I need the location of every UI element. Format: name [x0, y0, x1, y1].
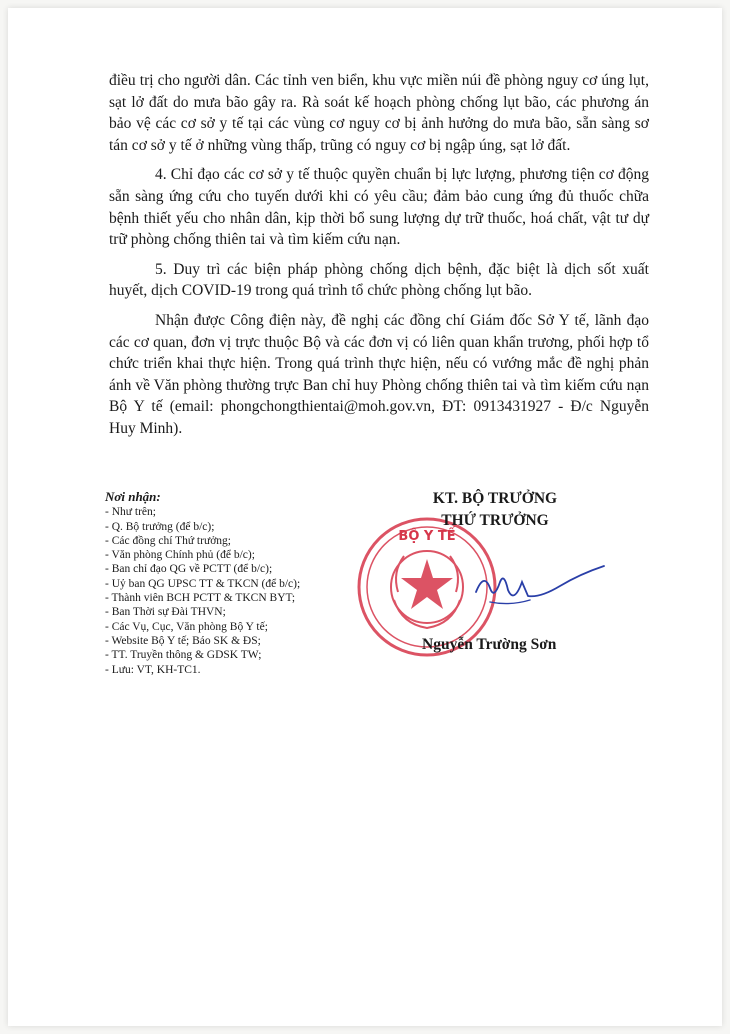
recipient-item: - Q. Bộ trưởng (để b/c); — [105, 520, 215, 533]
signer-title-1: KT. BỘ TRƯỞNG — [432, 490, 558, 507]
recipient-item: - TT. Truyền thông & GDSK TW; — [105, 649, 262, 662]
recipient-item: - Văn phòng Chính phủ (để b/c); — [105, 549, 255, 562]
recipient-item: - Các Vụ, Cục, Văn phòng Bộ Y tế; — [105, 620, 268, 633]
paragraph-continued: điều trị cho người dân. Các tỉnh ven biển, khu vực miền núi đề phòng nguy cơ úng lụt, sạt lở đất do mưa bão gây ra. Rà soát kế hoạch phòng chống lụt bão, các phương án bảo vệ các cơ sở y tế tại các vùng cơ nguy cơ bị ảnh hưởng do mưa bão, sẵn sàng sơ tán cơ sở y tế ở những vùng thấp, trũng có nguy cơ bị ngập úng, sạt lở đất. — [109, 72, 649, 154]
recipient-item: - Thành viên BCH PCTT & TKCN BYT; — [105, 592, 296, 605]
recipient-item: - Ban Thời sự Đài THVN; — [105, 606, 226, 619]
paragraph-request: Nhận được Công điện này, đề nghị các đồng chí Giám đốc Sở Y tế, lãnh đạo các cơ quan, đơn vị trực thuộc Bộ và các đơn vị có liên quan khẩn trương, phối hợp tổ chức triển khai thực hiện. Trong quá trình thực hiện, nếu có vướng mắc đề nghị phản ánh về Văn phòng thường trực Ban chỉ huy Phòng chống thiên tai và tìm kiếm cứu nạn Bộ Y tế (email: phongchongthientai@moh.gov.vn, ĐT: 0913431927 - Đ/c Nguyễn Huy Minh). — [109, 311, 649, 437]
recipient-item: - Website Bộ Y tế; Báo SK & ĐS; — [105, 634, 261, 647]
recipient-item: - Uỷ ban QG UPSC TT & TKCN (để b/c); — [105, 577, 301, 590]
handwritten-signature — [470, 552, 610, 632]
recipients-heading: Nơi nhận: — [105, 489, 161, 504]
document-body — [109, 70, 649, 448]
recipients-list — [105, 505, 375, 677]
signer-name: Nguyễn Trường Sơn — [422, 636, 557, 653]
paragraph-item-4: 4. Chỉ đạo các cơ sở y tế thuộc quyền chuẩn bị lực lượng, phương tiện cơ động sẵn sàng ứng cứu cho tuyến dưới khi có yêu cầu; đảm bảo cung ứng đủ thuốc chữa bệnh thiết yếu cho nhân dân, kịp thời bổ sung lượng dự trữ thuốc, hoá chất, vật tư dự trữ phòng chống thiên tai và tìm kiếm cứu nạn. — [109, 166, 649, 249]
recipient-item: - Các đồng chí Thứ trưởng; — [105, 534, 231, 547]
recipient-item: - Như trên; — [105, 506, 156, 519]
paragraph-item-5: 5. Duy trì các biện pháp phòng chống dịch bệnh, đặc biệt là dịch sốt xuất huyết, dịch COVID-19 trong quá trình tổ chức phòng chống lụt bão. — [109, 260, 649, 300]
signer-title-2: THỨ TRƯỞNG — [441, 512, 549, 529]
recipient-item: - Ban chỉ đạo QG về PCTT (để b/c); — [105, 563, 273, 576]
recipients-block — [105, 490, 375, 677]
seal-text: BỘ Y TẾ — [398, 529, 456, 544]
recipient-item: - Lưu: VT, KH-TC1. — [105, 663, 201, 676]
